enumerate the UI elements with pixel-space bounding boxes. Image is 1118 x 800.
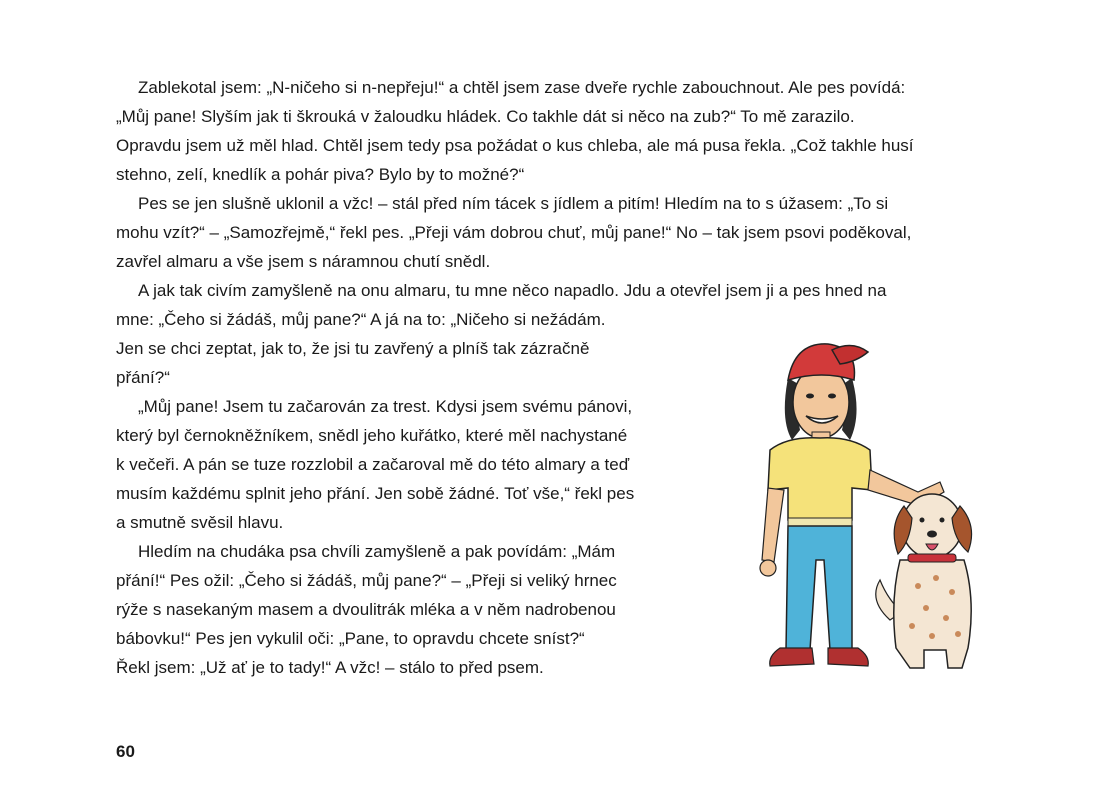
text-line: stehno, zelí, knedlík a pohár piva? Bylo by to možné?“ <box>116 165 525 184</box>
text-line: musím každému splnit jeho přání. Jen sobě žádné. Toť vše,“ řekl pes <box>116 484 635 503</box>
text-line: „Můj pane! Jsem tu začarován za trest. Kdysi jsem svému pánovi, <box>138 397 633 416</box>
text-line: rýže s nasekaným masem a dvoulitrák mléka a v něm nadrobenou <box>116 600 616 619</box>
text-line: Jen se chci zeptat, jak to, že jsi tu zavřený a plníš tak zázračně <box>116 339 590 358</box>
text-line: přání!“ Pes ožil: „Čeho si žádáš, můj pane?“ – „Přeji si veliký hrnec <box>116 571 617 590</box>
text-line: mohu vzít?“ – „Samozřejmě,“ řekl pes. „Přeji vám dobrou chuť, můj pane!“ No – tak jsem psovi poděkoval, <box>116 223 912 242</box>
text-line: Pes se jen slušně uklonil a vžc! – stál před ním tácek s jídlem a pitím! Hledím na to s úžasem: „To si <box>138 194 889 213</box>
text-line: „Můj pane! Slyším jak ti škrouká v žaloudku hládek. Co takhle dát si něco na zub?“ To mě zarazilo. <box>116 107 855 126</box>
boy-and-dog-illustration <box>740 330 990 690</box>
text-line: který byl černokněžníkem, snědl jeho kuřátko, které měl nachystané <box>116 426 628 445</box>
page-number: 60 <box>116 742 135 761</box>
text-line: a smutně svěsil hlavu. <box>116 513 284 532</box>
text-line: Zablekotal jsem: „N-ničeho si n-nepřeju!“ a chtěl jsem zase dveře rychle zabouchnout. Ale pes povídá: <box>138 78 906 97</box>
text-line: zavřel almaru a vše jsem s náramnou chutí snědl. <box>116 252 491 271</box>
text-line: přání?“ <box>116 368 170 387</box>
text-line: Opravdu jsem už měl hlad. Chtěl jsem tedy psa požádat o kus chleba, ale má pusa řekla. „Což takhle husí <box>116 136 914 155</box>
text-line: Hledím na chudáka psa chvíli zamyšleně a pak povídám: „Mám <box>138 542 616 561</box>
text-line: Řekl jsem: „Už ať je to tady!“ A vžc! – stálo to před psem. <box>116 658 544 677</box>
text-line: A jak tak civím zamyšleně na onu almaru, tu mne něco napadlo. Jdu a otevřel jsem ji a pes hned na <box>138 281 887 300</box>
dog-icon <box>876 494 972 668</box>
text-line: k večeři. A pán se tuze rozzlobil a začaroval mě do této almary a teď <box>116 455 630 474</box>
text-line: mne: „Čeho si žádáš, můj pane?“ A já na to: „Ničeho si nežádám. <box>116 310 606 329</box>
text-line: bábovku!“ Pes jen vykulil oči: „Pane, to opravdu chcete sníst?“ <box>116 629 585 648</box>
